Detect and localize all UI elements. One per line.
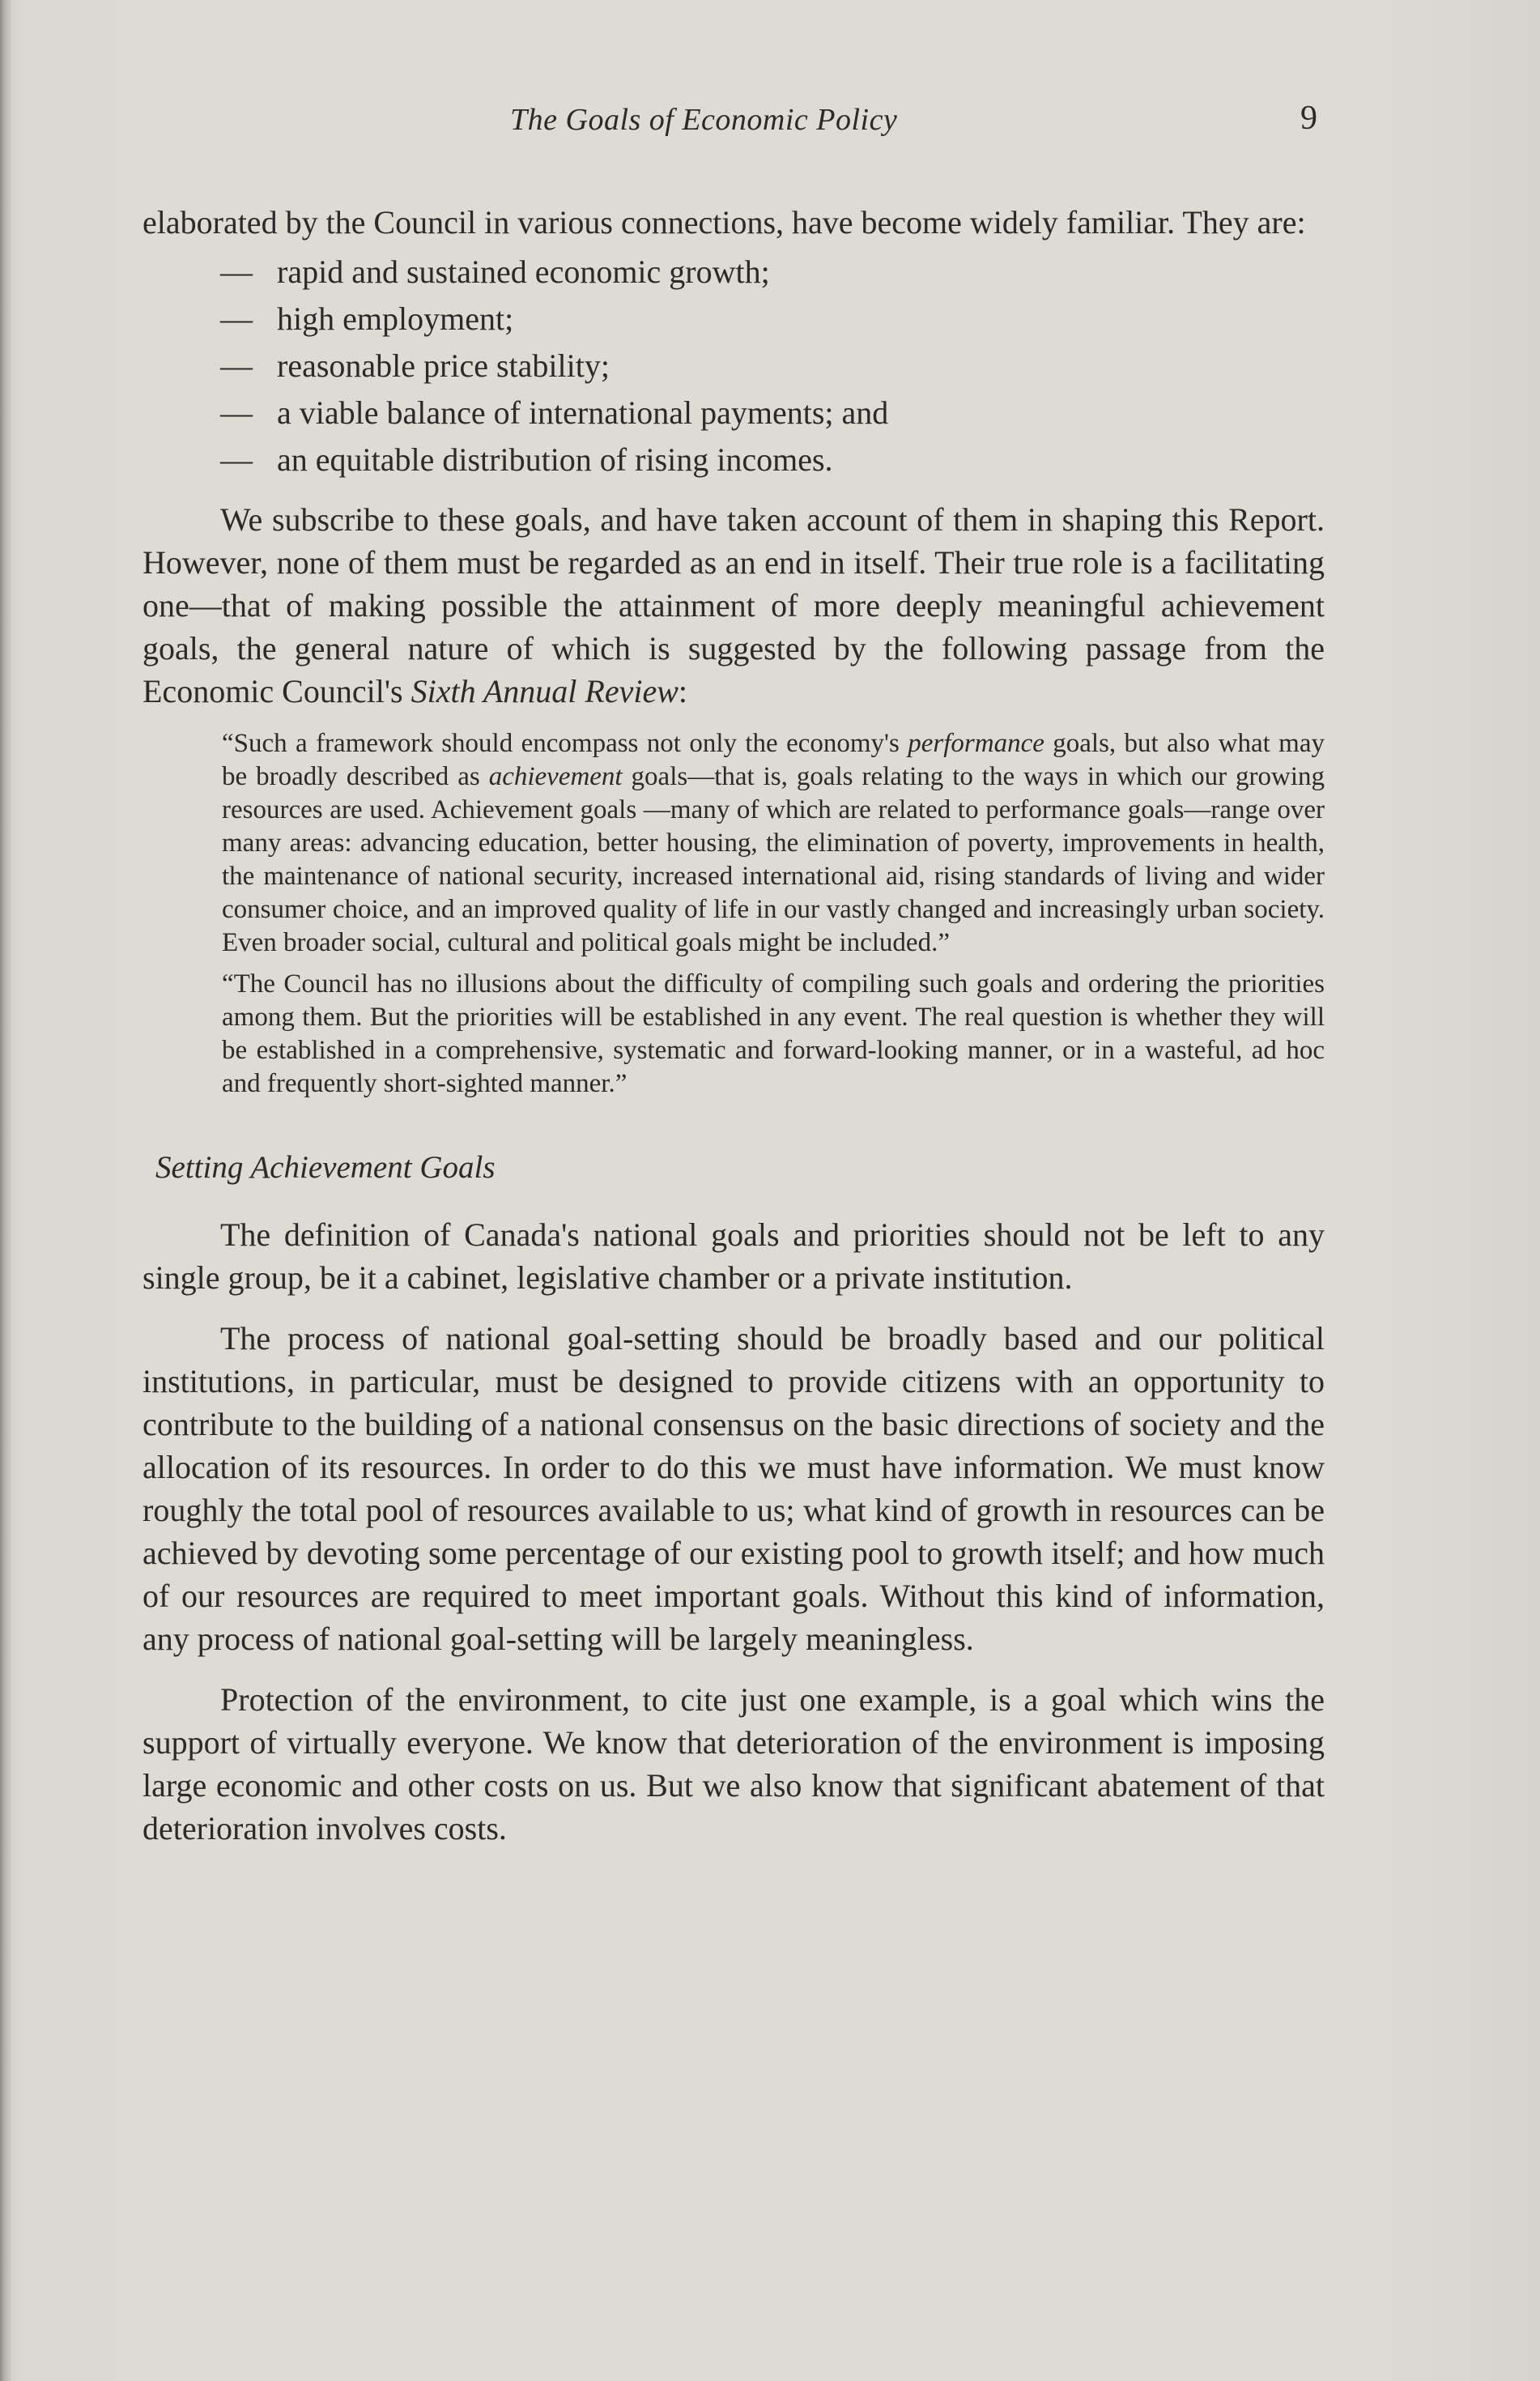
goal-text: a viable balance of international payments; and bbox=[277, 394, 889, 431]
section-paragraph-2: The process of national goal-setting should be broadly based and our political institutions, in particular, must be designed to provide citizens with an opportunity to contribute to the building of a national consensus on the basic directions of society and the allocation of its resources. In order to do this we must have information. We must know roughly the total pool of resources available to us; what kind of growth in resources can be achieved by devoting some percentage of our existing pool to growth itself; and how much of our resources are required to meet important goals. Without this kind of information, any process of national goal-setting will be largely meaningless. bbox=[143, 1320, 1325, 1657]
quote-paragraph-1 bbox=[222, 727, 1325, 960]
running-title: The Goals of Economic Policy bbox=[510, 103, 898, 137]
list-item bbox=[220, 249, 1325, 296]
dash-marker: — bbox=[220, 253, 253, 290]
quote-text: “Such a framework should encompass not only the economy's bbox=[222, 729, 908, 758]
page-number: 9 bbox=[1300, 100, 1317, 137]
dash-marker: — bbox=[220, 441, 253, 478]
intro-paragraph: elaborated by the Council in various connections, have become widely familiar. They are: bbox=[143, 204, 1306, 241]
dash-marker: — bbox=[220, 300, 253, 337]
quote-text: goals—that is, goals relating to the ways in which our growing resources are used. Achievement goals —many of which are related to performance goals—range over many areas: advancing education, better housing, the elimination of poverty, improvements in health, the maintenance of national security, increased international aid, rising standards of living and wider consumer choice, and an improved quality of life in our vastly changed and increasingly urban society. Even broader social, cultural and political goals might be included.” bbox=[222, 762, 1325, 957]
list-item bbox=[220, 437, 1325, 483]
goal-text: high employment; bbox=[277, 300, 514, 337]
subscribe-text: We subscribe to these goals, and have taken account of them in shaping this Report. However, none of them must be regarded as an end in itself. Their true role is a facilitating one—that of making possible the attainment of more deeply meaningful achievement goals, the general nature of which is suggested by the following passage from the Economic Council's bbox=[143, 501, 1325, 709]
quote-emphasis-achievement: achievement bbox=[488, 762, 623, 791]
subscribe-paragraph bbox=[143, 498, 1325, 713]
goal-text: rapid and sustained economic growth; bbox=[277, 253, 770, 290]
list-item bbox=[220, 390, 1325, 437]
quote-text: goals, but also what may be broadly described as bbox=[222, 729, 1325, 791]
review-title: Sixth Annual Review bbox=[411, 673, 679, 709]
body-text bbox=[143, 201, 1325, 1850]
goals-list bbox=[143, 249, 1325, 483]
dash-marker: — bbox=[220, 394, 253, 431]
section-paragraph-1: The definition of Canada's national goals and priorities should not be left to any single group, be it a cabinet, legislative chamber or a private institution. bbox=[143, 1216, 1325, 1296]
goal-text: an equitable distribution of rising incomes. bbox=[277, 441, 833, 478]
quote-emphasis-performance: performance bbox=[908, 729, 1044, 758]
list-item bbox=[220, 343, 1325, 390]
dash-marker: — bbox=[220, 347, 253, 384]
block-quote bbox=[222, 727, 1325, 1101]
running-header bbox=[0, 102, 1540, 151]
section-paragraph-3: Protection of the environment, to cite just one example, is a goal which wins the support of virtually everyone. We know that deterioration of the environment is imposing large economic and other costs on us. But we also know that significant abatement of that deterioration involves costs. bbox=[143, 1681, 1325, 1846]
quote-paragraph-2: “The Council has no illusions about the difficulty of compiling such goals and ordering the priorities among them. But the priorities will be established in any event. The real question is whether they will be established in a comprehensive, systematic and forward-looking manner, or in a wasteful, ad hoc and frequently short-sighted manner.” bbox=[222, 969, 1325, 1098]
goal-text: reasonable price stability; bbox=[277, 347, 610, 384]
subscribe-colon: : bbox=[678, 673, 688, 709]
section-heading: Setting Achievement Goals bbox=[155, 1150, 496, 1185]
page-binding-edge bbox=[0, 0, 11, 2381]
list-item bbox=[220, 296, 1325, 343]
